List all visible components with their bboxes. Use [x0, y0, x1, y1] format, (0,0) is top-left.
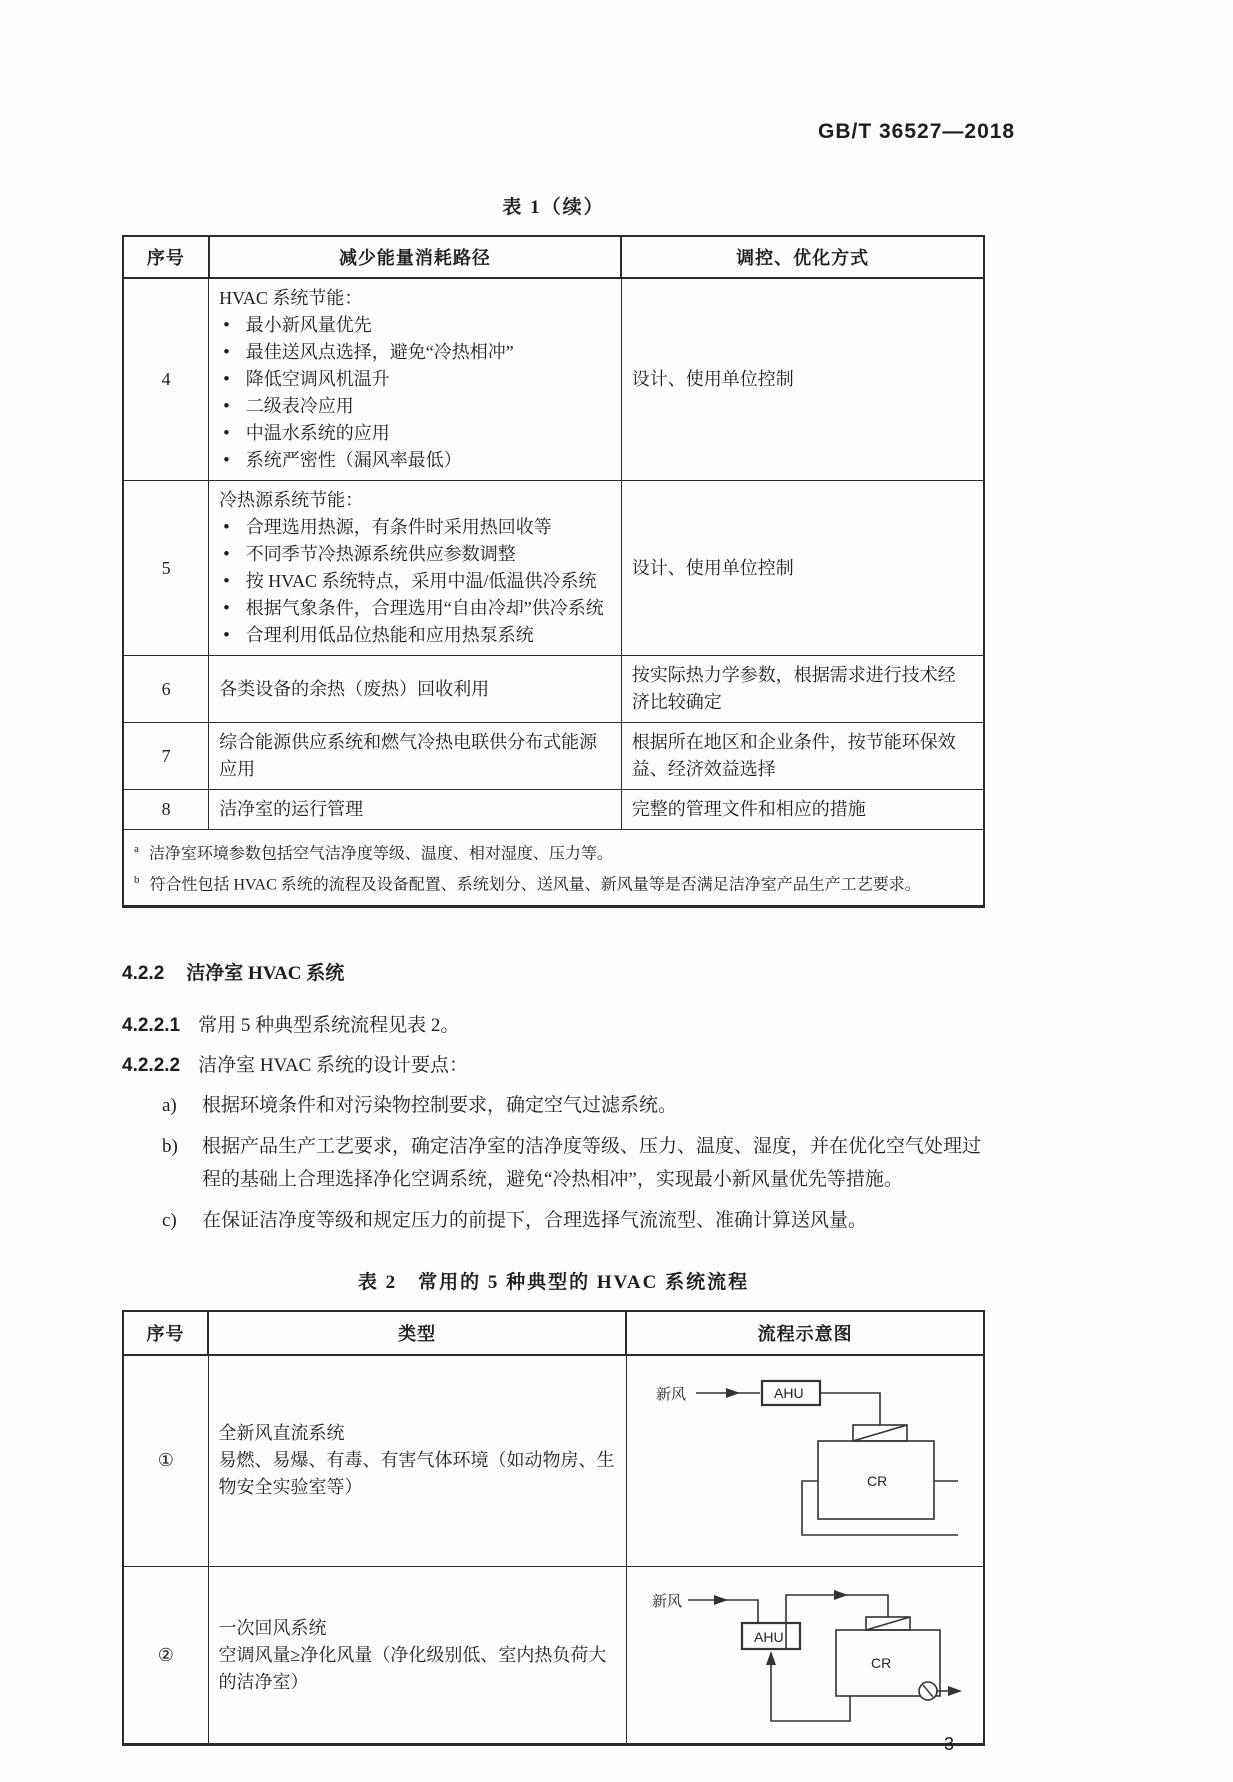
section-number: 4.2.2.1	[122, 1014, 181, 1036]
row8-path: 洁净室的运行管理	[209, 790, 622, 830]
fresh-air-label: 新风	[651, 1594, 682, 1611]
bullet-item: • 最佳送风点选择，避免“冷热相冲”	[219, 339, 611, 366]
row5-control: 设计、使用单位控制	[621, 481, 984, 656]
row8-no: 8	[123, 790, 209, 830]
row4-path-title: HVAC 系统节能：	[219, 288, 363, 308]
section-4-2-2-2	[122, 1051, 985, 1081]
design-points-list	[122, 1089, 985, 1237]
table2-row-1	[123, 1355, 984, 1567]
cleanroom-label: CR	[866, 1472, 888, 1489]
footnote-a-marker: a	[134, 843, 139, 855]
bullet-item: • 最小新风量优先	[219, 312, 611, 339]
table1-row-6	[123, 656, 984, 723]
t2row1-diagram-cell	[626, 1355, 984, 1567]
row5-bullet-list	[219, 514, 611, 649]
t2row2-type	[208, 1567, 626, 1745]
table2-row-2	[123, 1567, 984, 1745]
row4-no: 4	[123, 278, 209, 481]
row6-path: 各类设备的余热（废热）回收利用	[209, 656, 622, 723]
section-4-2-2	[122, 958, 985, 985]
arrow-right-icon	[714, 1595, 728, 1605]
item-text: 根据环境条件和对污染物控制要求，确定空气过滤系统。	[202, 1094, 678, 1116]
row6-no: 6	[123, 656, 209, 723]
arrow-right-icon	[834, 1590, 848, 1600]
item-marker: c)	[162, 1209, 177, 1231]
bullet-item: • 合理利用低品位热能和应用热泵系统	[219, 622, 611, 649]
arrow-right-icon	[726, 1388, 740, 1398]
table1-row-4	[123, 278, 984, 481]
row6-control: 按实际热力学参数，根据需求进行技术经济比较确定	[621, 656, 984, 723]
table1-header-no: 序号	[123, 236, 209, 278]
t2row1-no: ①	[123, 1355, 208, 1567]
item-text: 在保证洁净度等级和规定压力的前提下，合理选择气流流型、准确计算送风量。	[202, 1209, 868, 1231]
page-number: 3	[944, 1734, 955, 1754]
standard-number: GB/T 36527—2018	[818, 120, 1016, 143]
row4-path	[209, 278, 622, 481]
footnote-a-text: 洁净室环境参数包括空气洁净度等级、温度、相对湿度、压力等。	[148, 845, 613, 863]
row5-path	[209, 481, 622, 656]
table2-header-diagram: 流程示意图	[626, 1311, 984, 1355]
list-item-c	[122, 1204, 985, 1237]
bullet-item: • 按 HVAC 系统特点，采用中温/低温供冷系统	[219, 568, 611, 595]
section-4-2-2-1	[122, 1011, 985, 1041]
item-marker: b)	[162, 1135, 178, 1157]
table1-header-row	[123, 236, 984, 278]
page-content	[122, 0, 985, 1746]
cleanroom-label: CR	[870, 1655, 892, 1672]
t2row1-type	[208, 1355, 626, 1567]
table1-footnote-row	[123, 830, 984, 907]
section-text: 洁净室 HVAC 系统的设计要点：	[198, 1054, 468, 1076]
t2row2-type-title: 一次回风系统	[218, 1617, 327, 1638]
row7-path: 综合能源供应系统和燃气冷热电联供分布式能源应用	[209, 723, 622, 790]
table2-header-row	[123, 1311, 984, 1355]
table1-row-8	[123, 790, 984, 830]
t2row1-type-desc: 易燃、易爆、有毒、有害气体环境（如动物房、生物安全实验室等）	[218, 1450, 615, 1498]
bullet-item: • 合理选用热源，有条件时采用热回收等	[219, 514, 611, 541]
bullet-item: • 降低空调风机温升	[219, 366, 611, 393]
section-title: 洁净室 HVAC 系统	[186, 962, 345, 984]
table2-header-no: 序号	[123, 1311, 208, 1355]
table1-footnotes	[123, 830, 984, 907]
t2row2-type-desc: 空调风量≥净化风量（净化级别低、室内热负荷大的洁净室）	[218, 1644, 607, 1692]
footnote-b-marker: b	[134, 874, 140, 887]
footnote-b-text: 符合性包括 HVAC 系统的流程及设备配置、系统划分、送风量、新风量等是否满足洁净室产品生产工艺要求。	[149, 876, 921, 894]
t2row2-diagram-cell	[626, 1567, 984, 1745]
section-text: 常用 5 种典型系统流程见表 2。	[198, 1014, 460, 1036]
bullet-item: • 根据气象条件，合理选用“自由冷却”供冷系统	[219, 595, 611, 622]
bullet-item: • 系统严密性（漏风率最低）	[219, 447, 611, 474]
table1-row-7	[123, 723, 984, 790]
footnote-b	[134, 867, 973, 898]
t2row1-type-title: 全新风直流系统	[218, 1423, 345, 1444]
table1-title: 表 1（续）	[502, 197, 605, 218]
fresh-air-label: 新风	[655, 1386, 686, 1403]
footnote-a	[134, 836, 973, 867]
ahu-label: AHU	[773, 1384, 804, 1401]
table2-header-type: 类型	[208, 1311, 626, 1355]
list-item-b	[122, 1130, 985, 1196]
bullet-item: • 中温水系统的应用	[219, 420, 611, 447]
table2-title: 表 2 常用的 5 种典型的 HVAC 系统流程	[357, 1271, 750, 1293]
row5-no: 5	[123, 481, 209, 656]
table1	[122, 235, 985, 908]
section-number: 4.2.2.2	[122, 1054, 181, 1076]
table1-header-path: 减少能量消耗路径	[209, 236, 622, 278]
row8-control: 完整的管理文件和相应的措施	[621, 790, 984, 830]
ahu-label: AHU	[753, 1629, 784, 1646]
row4-bullet-list	[219, 312, 611, 474]
row5-path-title: 冷热源系统节能：	[219, 490, 364, 510]
hvac-flow-diagram-once-through	[637, 1363, 973, 1559]
item-text: 根据产品生产工艺要求，确定洁净室的洁净度等级、压力、温度、湿度，并在优化空气处理过程的基础上合理选择净化空调系统，避免“冷热相冲”，实现最小新风量优先等措施。	[202, 1135, 982, 1190]
diagram-2-svg	[640, 1573, 970, 1737]
row7-no: 7	[123, 723, 209, 790]
row4-control: 设计、使用单位控制	[621, 278, 984, 481]
row7-control: 根据所在地区和企业条件，按节能环保效益、经济效益选择	[621, 723, 984, 790]
table1-header-control: 调控、优化方式	[621, 236, 984, 278]
bullet-item: • 不同季节冷热源系统供应参数调整	[219, 541, 611, 568]
item-marker: a)	[162, 1094, 177, 1116]
bullet-item: • 二级表冷应用	[219, 393, 611, 420]
table1-row-5	[123, 481, 984, 656]
t2row2-no: ②	[123, 1567, 208, 1745]
list-item-a	[122, 1089, 985, 1122]
arrow-right-icon	[948, 1686, 962, 1696]
section-number: 4.2.2	[122, 962, 165, 984]
hvac-flow-diagram-single-return	[637, 1573, 973, 1737]
arrow-up-icon	[766, 1651, 776, 1665]
table2	[122, 1310, 985, 1747]
diagram-1-svg	[640, 1363, 970, 1559]
